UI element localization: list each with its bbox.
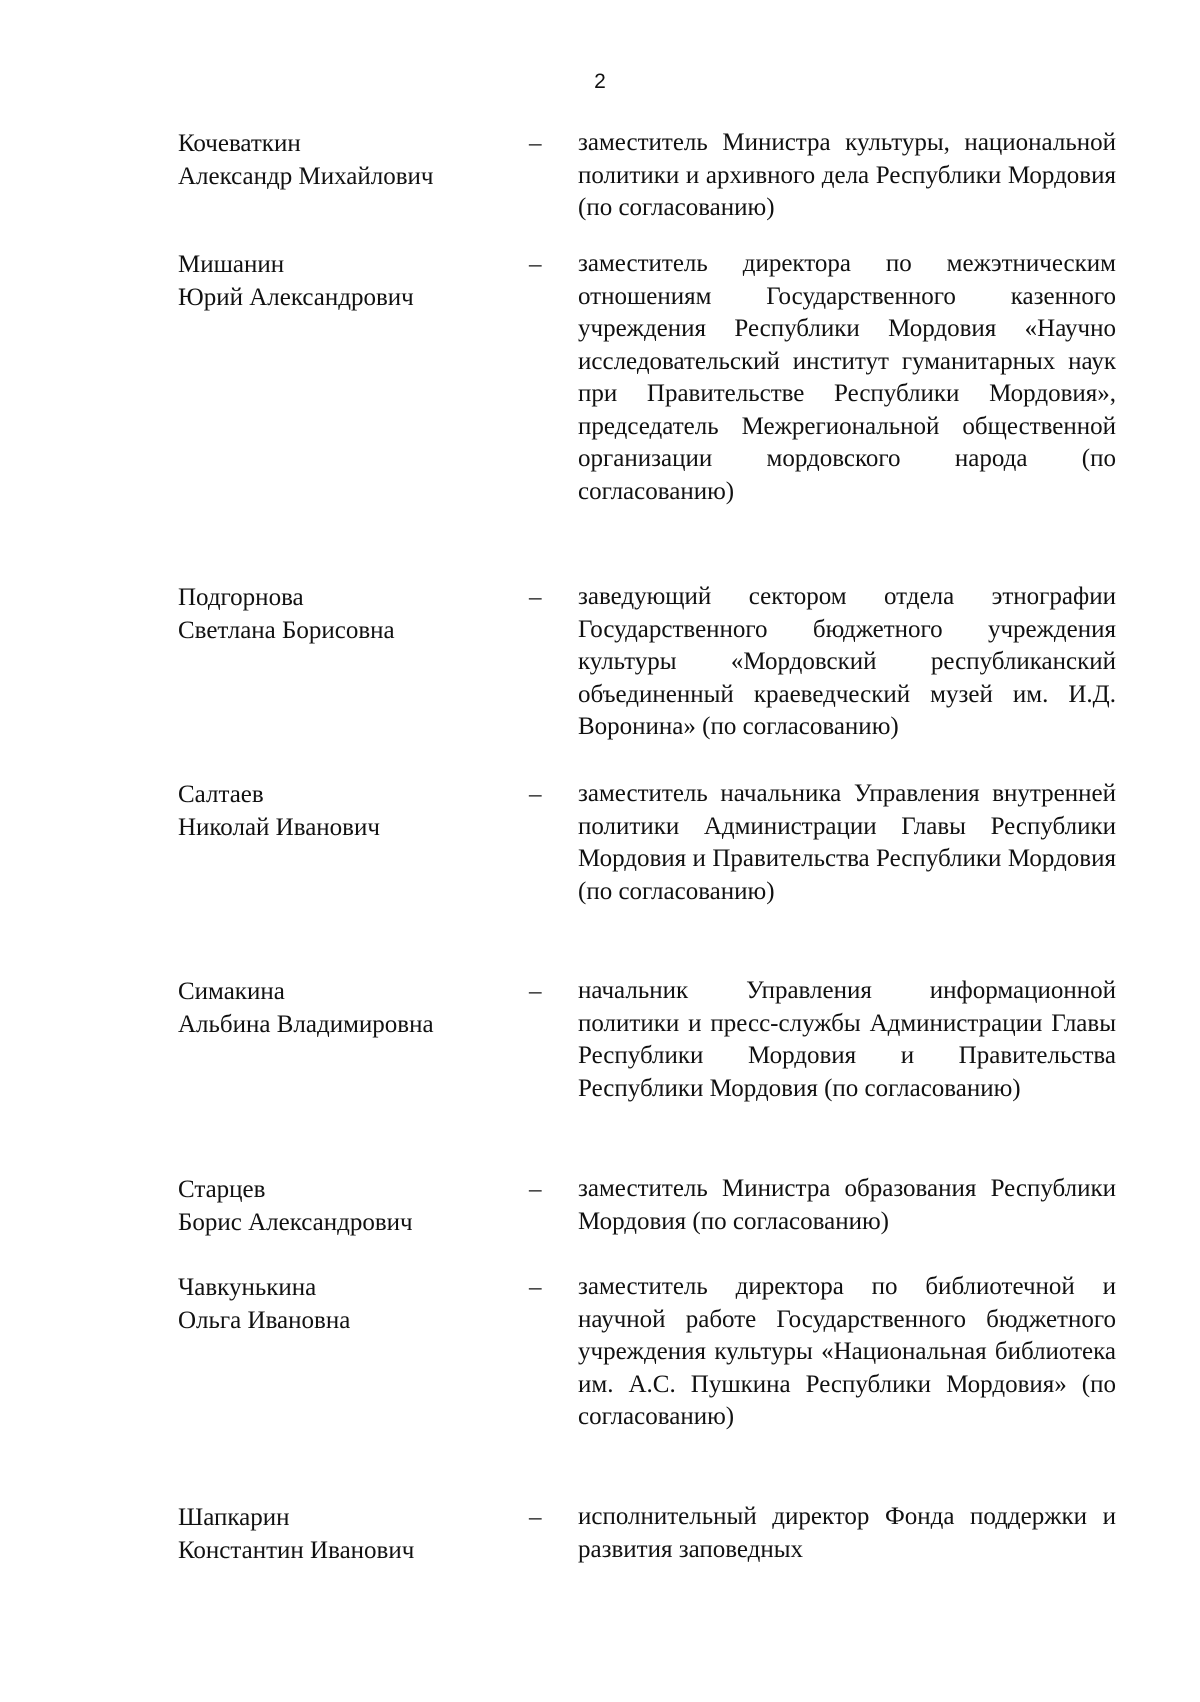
member-name (178, 778, 508, 844)
member-given-names: Константин Иванович (178, 1537, 415, 1564)
member-given-names: Александр Михайлович (178, 163, 434, 190)
member-surname: Шапкарин (178, 1504, 290, 1531)
member-name (178, 127, 508, 193)
member-given-names: Ольга Ивановна (178, 1307, 351, 1334)
member-given-names: Альбина Владимировна (178, 1011, 434, 1038)
page-number: 2 (594, 70, 606, 93)
member-dash: – (529, 584, 542, 611)
member-name (178, 248, 508, 314)
member-name (178, 975, 508, 1041)
member-surname: Чавкунькина (178, 1274, 317, 1301)
member-role: заместитель директора по межэтническим отношениям Государственного казенного учреждения Республики Мордовия «Научно исследовательский институт гуманитарных наук при Правительстве Республики Мордовия», председатель Межрегиональной общественной организации мордовского народа (по согласованию) (578, 250, 1116, 505)
member-given-names: Николай Иванович (178, 814, 380, 841)
member-dash: – (529, 978, 542, 1005)
member-surname: Подгорнова (178, 584, 304, 611)
member-role: заведующий сектором отдела этнографии Государственного бюджетного учреждения культуры «Мордовский республиканский объединенный краеведческий музей им. И.Д. Воронина» (по согласованию) (578, 583, 1116, 740)
member-dash: – (529, 1176, 542, 1203)
member-surname: Старцев (178, 1176, 266, 1203)
member-role: начальник Управления информационной политики и пресс-службы Администрации Главы Республики Мордовия и Правительства Республики Мордовия (по согласованию) (578, 977, 1116, 1102)
member-dash: – (529, 1504, 542, 1531)
member-role: исполнительный директор Фонда поддержки и развития заповедных (578, 1503, 1116, 1563)
member-given-names: Борис Александрович (178, 1209, 413, 1236)
member-dash: – (529, 251, 542, 278)
member-surname: Кочеваткин (178, 130, 301, 157)
member-name (178, 1501, 508, 1567)
member-role: заместитель директора по библиотечной и научной работе Государственного бюджетного учреждения культуры «Национальная библиотека им. А.С. Пушкина Республики Мордовия» (по согласованию) (578, 1273, 1116, 1430)
member-name (178, 581, 508, 647)
member-role: заместитель Министра культуры, национальной политики и архивного дела Республики Мордовия (по согласованию) (578, 129, 1116, 221)
member-surname: Симакина (178, 978, 285, 1005)
member-name (178, 1173, 508, 1239)
member-surname: Салтаев (178, 781, 264, 808)
member-dash: – (529, 1274, 542, 1301)
member-dash: – (529, 781, 542, 808)
member-given-names: Юрий Александрович (178, 284, 414, 311)
member-role: заместитель начальника Управления внутренней политики Администрации Главы Республики Мордовия и Правительства Республики Мордовия (по согласованию) (578, 780, 1116, 905)
member-name (178, 1271, 508, 1337)
member-given-names: Светлана Борисовна (178, 617, 395, 644)
member-role: заместитель Министра образования Республики Мордовия (по согласованию) (578, 1175, 1116, 1235)
member-dash: – (529, 130, 542, 157)
member-surname: Мишанин (178, 251, 285, 278)
